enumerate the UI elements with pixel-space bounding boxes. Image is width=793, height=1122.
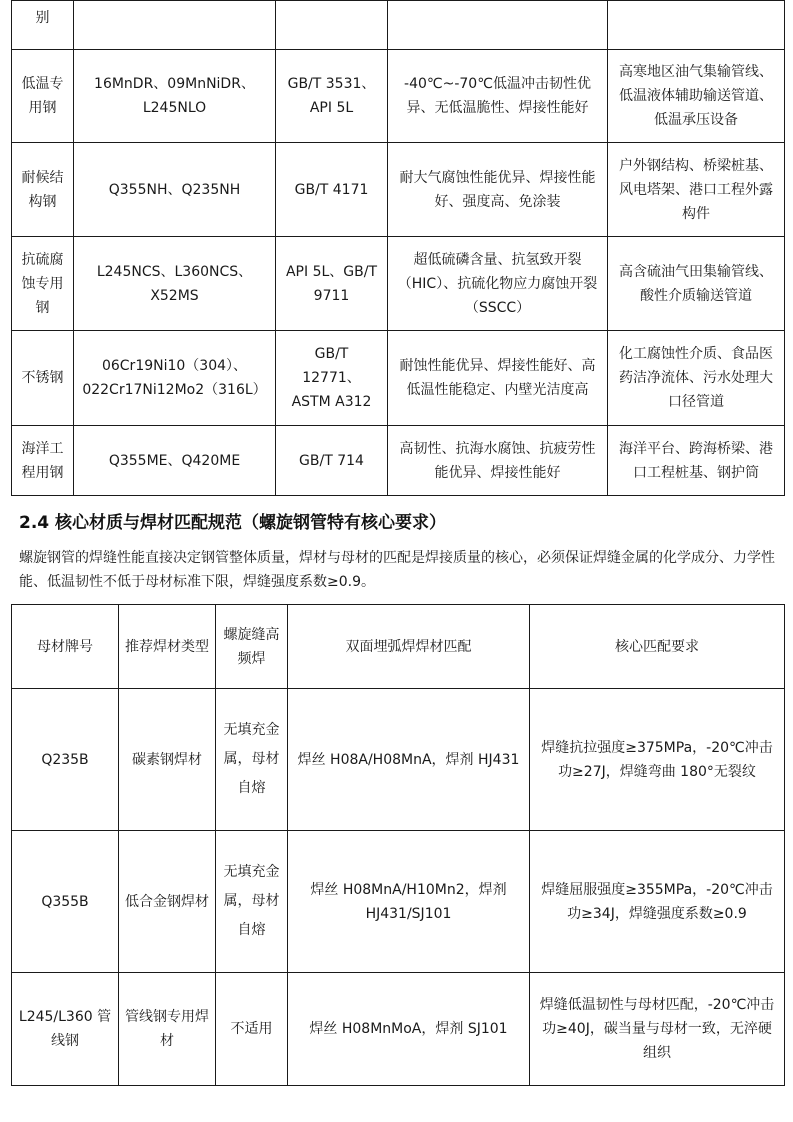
column-header: 螺旋缝高频焊 — [216, 605, 288, 689]
table-cell: 化工腐蚀性介质、食品医药洁净流体、污水处理大口径管道 — [608, 331, 785, 426]
table-cell: 海洋平台、跨海桥梁、港口工程桩基、钢护筒 — [608, 426, 785, 496]
table-cell — [276, 1, 388, 50]
table-cell: 16MnDR、09MnNiDR、L245NLO — [74, 50, 276, 143]
table-cell: 超低硫磷含量、抗氢致开裂（HIC）、抗硫化物应力腐蚀开裂（SSCC） — [388, 237, 608, 331]
column-header: 双面埋弧焊焊材匹配 — [288, 605, 530, 689]
table-cell: 耐蚀性能优异、焊接性能好、高低温性能稳定、内壁光洁度高 — [388, 331, 608, 426]
table-cell: 高寒地区油气集输管线、低温液体辅助输送管道、低温承压设备 — [608, 50, 785, 143]
table-cell: 抗硫腐蚀专用钢 — [12, 237, 74, 331]
table-cell: 无填充金属，母材自熔 — [216, 689, 288, 831]
table-cell: Q355B — [12, 831, 119, 973]
table-row — [12, 237, 785, 331]
table-cell: GB/T 714 — [276, 426, 388, 496]
table-cell: Q355ME、Q420ME — [74, 426, 276, 496]
table-cell: 不适用 — [216, 973, 288, 1086]
table-cell: 不锈钢 — [12, 331, 74, 426]
table-row — [12, 331, 785, 426]
table-cell: Q235B — [12, 689, 119, 831]
table-cell: 焊丝 H08A/H08MnA，焊剂 HJ431 — [288, 689, 530, 831]
table-cell: 海洋工程用钢 — [12, 426, 74, 496]
material-table — [11, 0, 785, 496]
table-cell: L245/L360 管线钢 — [12, 973, 119, 1086]
table-cell: GB/T 3531、API 5L — [276, 50, 388, 143]
table-row — [12, 143, 785, 237]
table-row — [12, 50, 785, 143]
table-cell: GB/T 12771、ASTM A312 — [276, 331, 388, 426]
table-cell: Q355NH、Q235NH — [74, 143, 276, 237]
table-cell: 焊丝 H08MnA/H10Mn2，焊剂 HJ431/SJ101 — [288, 831, 530, 973]
table-row — [12, 831, 785, 973]
table-cell: 户外钢结构、桥梁桩基、风电塔架、港口工程外露构件 — [608, 143, 785, 237]
section-heading: 2.4 核心材质与焊材匹配规范（螺旋钢管特有核心要求） — [19, 513, 447, 533]
column-header: 推荐焊材类型 — [119, 605, 216, 689]
table-cell: GB/T 4171 — [276, 143, 388, 237]
table-cell: 无填充金属，母材自熔 — [216, 831, 288, 973]
table-cell: 低合金钢焊材 — [119, 831, 216, 973]
table-cell: 别 — [12, 1, 74, 50]
table-row — [12, 426, 785, 496]
table-cell: 焊缝屈服强度≥355MPa，-20℃冲击功≥34J，焊缝强度系数≥0.9 — [530, 831, 785, 973]
table-cell: 管线钢专用焊材 — [119, 973, 216, 1086]
table-cell — [608, 1, 785, 50]
table-cell: L245NCS、L360NCS、X52MS — [74, 237, 276, 331]
table-cell: API 5L、GB/T 9711 — [276, 237, 388, 331]
column-header: 母材牌号 — [12, 605, 119, 689]
table-row — [12, 689, 785, 831]
table-cell: 焊缝抗拉强度≥375MPa，-20℃冲击功≥27J，焊缝弯曲 180°无裂纹 — [530, 689, 785, 831]
table-cell — [74, 1, 276, 50]
table-cell: 碳素钢焊材 — [119, 689, 216, 831]
table-header-row — [12, 605, 785, 689]
table-row — [12, 973, 785, 1086]
welding-material-table — [11, 604, 785, 1086]
column-header: 核心匹配要求 — [530, 605, 785, 689]
table-cell: 耐大气腐蚀性能优异、焊接性能好、强度高、免涂装 — [388, 143, 608, 237]
table-cell: 高韧性、抗海水腐蚀、抗疲劳性能优异、焊接性能好 — [388, 426, 608, 496]
section-paragraph: 螺旋钢管的焊缝性能直接决定钢管整体质量，焊材与母材的匹配是焊接质量的核心，必须保证焊缝金属的化学成分、力学性能、低温韧性不低于母材标准下限，焊缝强度系数≥0.9。 — [19, 550, 775, 590]
table-cell — [388, 1, 608, 50]
table-cell: -40℃~-70℃低温冲击韧性优异、无低温脆性、焊接性能好 — [388, 50, 608, 143]
table-cell: 低温专用钢 — [12, 50, 74, 143]
table-cell: 焊丝 H08MnMoA，焊剂 SJ101 — [288, 973, 530, 1086]
table-row — [12, 1, 785, 50]
table-cell: 耐候结构钢 — [12, 143, 74, 237]
table-cell: 高含硫油气田集输管线、酸性介质输送管道 — [608, 237, 785, 331]
table-cell: 06Cr19Ni10（304）、022Cr17Ni12Mo2（316L） — [74, 331, 276, 426]
table-cell: 焊缝低温韧性与母材匹配，-20℃冲击功≥40J，碳当量与母材一致，无淬硬组织 — [530, 973, 785, 1086]
